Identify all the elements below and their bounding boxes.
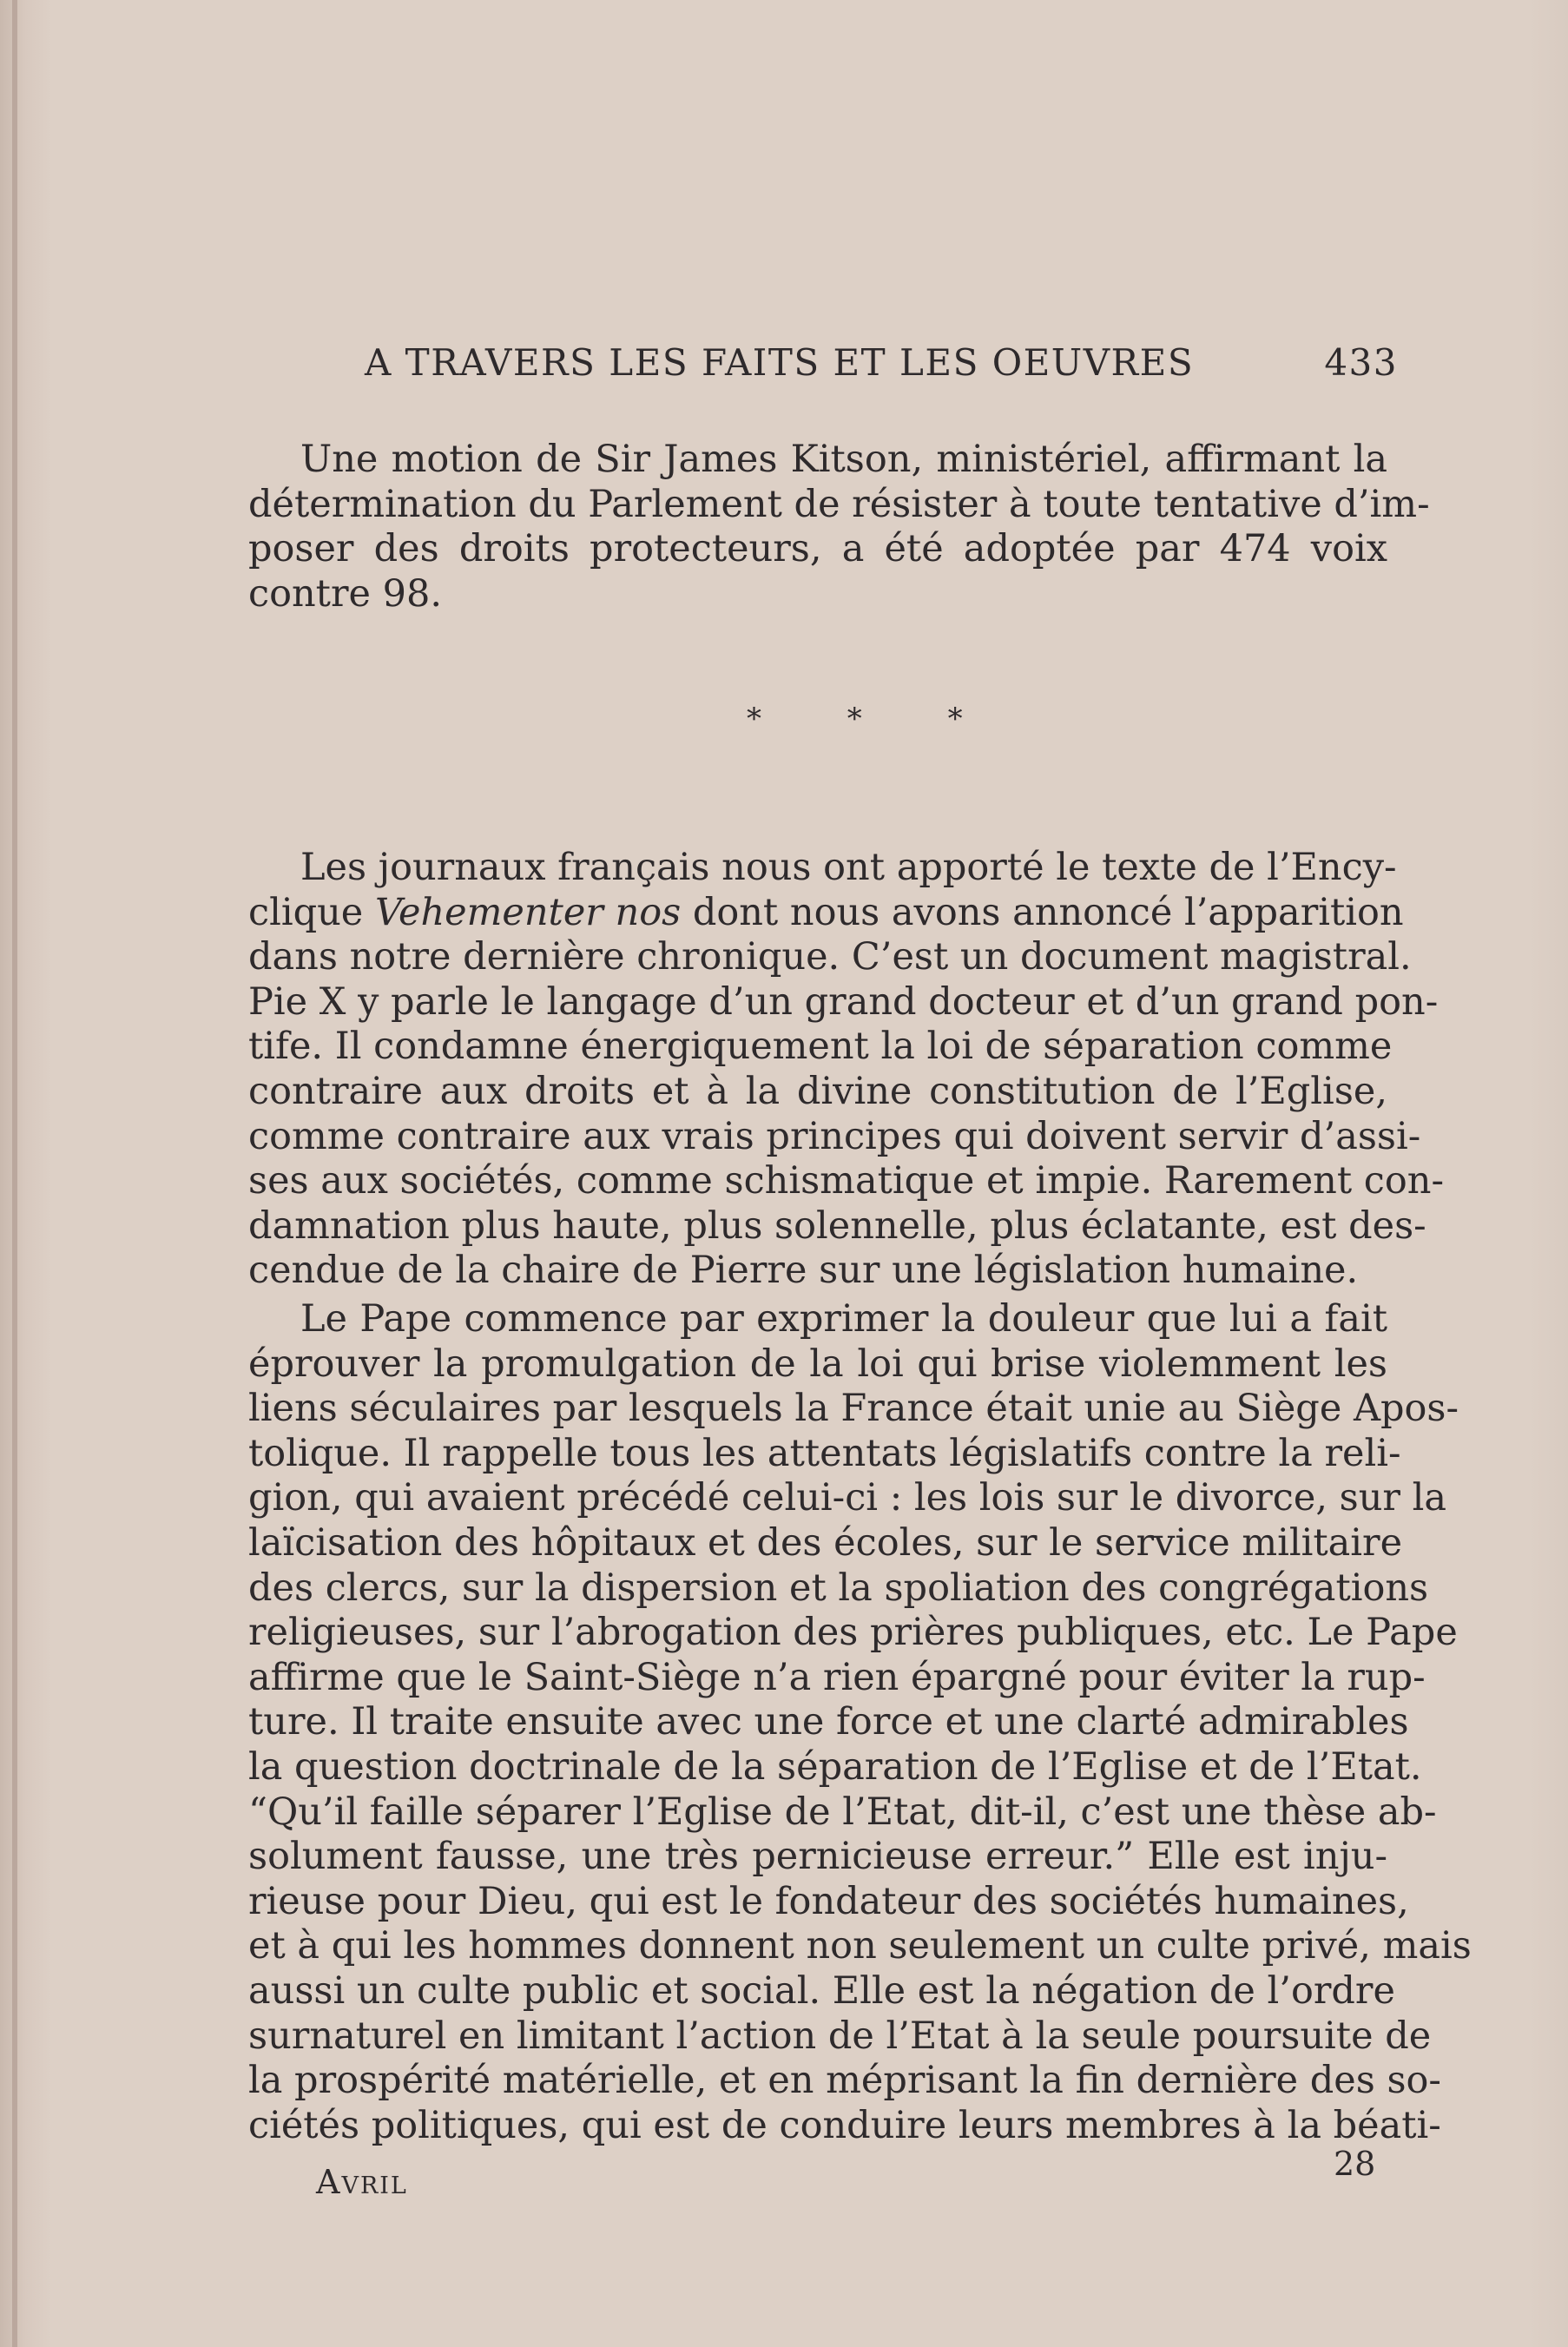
- text-line: affirme que le Saint-Siège n’a rien épargné pour éviter la rup-: [248, 1655, 1426, 1699]
- sheet-number: 28: [1334, 2145, 1376, 2183]
- page-number: 433: [1324, 341, 1398, 384]
- page-binding-edge: [12, 0, 17, 2347]
- text-line: rieuse pour Dieu, qui est le fondateur des sociétés humaines,: [248, 1879, 1409, 1923]
- running-head-title: A TRAVERS LES FAITS ET LES OEUVRES: [365, 341, 1195, 384]
- text-line: “Qu’il faille séparer l’Eglise de l’Etat, dit-il, c’est une thèse ab-: [248, 1790, 1437, 1834]
- text-line: détermination du Parlement de résister à toute tentative d’im-: [248, 482, 1430, 526]
- text-line: religieuses, sur l’abrogation des prières publiques, etc. Le Pape: [248, 1611, 1458, 1655]
- text-line: tife. Il condamne énergiquement la loi de séparation comme: [248, 1025, 1393, 1069]
- text-line: gion, qui avaient précédé celui-ci : les lois sur le divorce, sur la: [248, 1476, 1447, 1520]
- paragraph-kitson-motion: [248, 438, 1430, 616]
- text-line: tolique. Il rappelle tous les attentats législatifs contre la reli-: [248, 1431, 1401, 1475]
- text-line: Pie X y parle le langage d’un grand docteur et d’un grand pon-: [248, 979, 1439, 1024]
- text-line: Une motion de Sir James Kitson, ministériel, affirmant la: [300, 438, 1387, 481]
- text-line: ciétés politiques, qui est de conduire leurs membres à la béati-: [248, 2103, 1441, 2147]
- text-line: comme contraire aux vrais principes qui doivent servir d’assi-: [248, 1114, 1421, 1158]
- text-line: ses aux sociétés, comme schismatique et impie. Rarement con-: [248, 1159, 1444, 1203]
- paragraph-pape: [248, 1297, 1472, 2148]
- text-line: Les journaux français nous ont apporté le texte de l’Ency-: [300, 846, 1397, 889]
- text-line: des clercs, sur la dispersion et la spoliation des congrégations: [248, 1566, 1429, 1610]
- text-line: éprouver la promulgation de la loi qui brise violemment les: [248, 1342, 1387, 1386]
- text-line: aussi un culte public et social. Elle est la négation de l’ordre: [248, 1968, 1395, 2013]
- text-line: cendue de la chaire de Pierre sur une législation humaine.: [248, 1249, 1359, 1293]
- text-line: clique Vehementer nos dont nous avons annoncé l’apparition: [248, 890, 1404, 934]
- text-line: la question doctrinale de la séparation de l’Eglise et de l’Etat.: [248, 1744, 1422, 1789]
- text-line: contraire aux droits et à la divine constitution de l’Eglise,: [248, 1069, 1387, 1113]
- text-line: solument fausse, une très pernicieuse erreur.” Elle est inju-: [248, 1835, 1387, 1879]
- text-line: ture. Il traite ensuite avec une force et une clarté admirables: [248, 1700, 1409, 1744]
- text-line: dans notre dernière chronique. C’est un document magistral.: [248, 935, 1412, 979]
- encyclical-title: Vehementer nos: [374, 890, 682, 934]
- text-line: la prospérité matérielle, et en méprisant la fin dernière des so-: [248, 2059, 1441, 2103]
- text-line: Le Pape commence par exprimer la douleur que lui a fait: [300, 1297, 1387, 1341]
- section-separator: * * *: [747, 702, 1001, 736]
- text-line: surnaturel en limitant l’action de l’Etat à la seule poursuite de: [248, 2014, 1432, 2058]
- text-line: et à qui les hommes donnent non seulement un culte privé, mais: [248, 1924, 1472, 1968]
- text-line: damnation plus haute, plus solennelle, plus éclatante, est des-: [248, 1203, 1426, 1248]
- text-line: poser des droits protecteurs, a été adoptée par 474 voix: [248, 527, 1387, 571]
- signature-mark: Avril: [316, 2163, 408, 2201]
- text-line: liens séculaires par lesquels la France était unie au Siège Apos-: [248, 1387, 1459, 1431]
- text-line: contre 98.: [248, 571, 442, 616]
- paragraph-encyclique: [248, 846, 1444, 1294]
- text-line: laïcisation des hôpitaux et des écoles, sur le service militaire: [248, 1520, 1403, 1565]
